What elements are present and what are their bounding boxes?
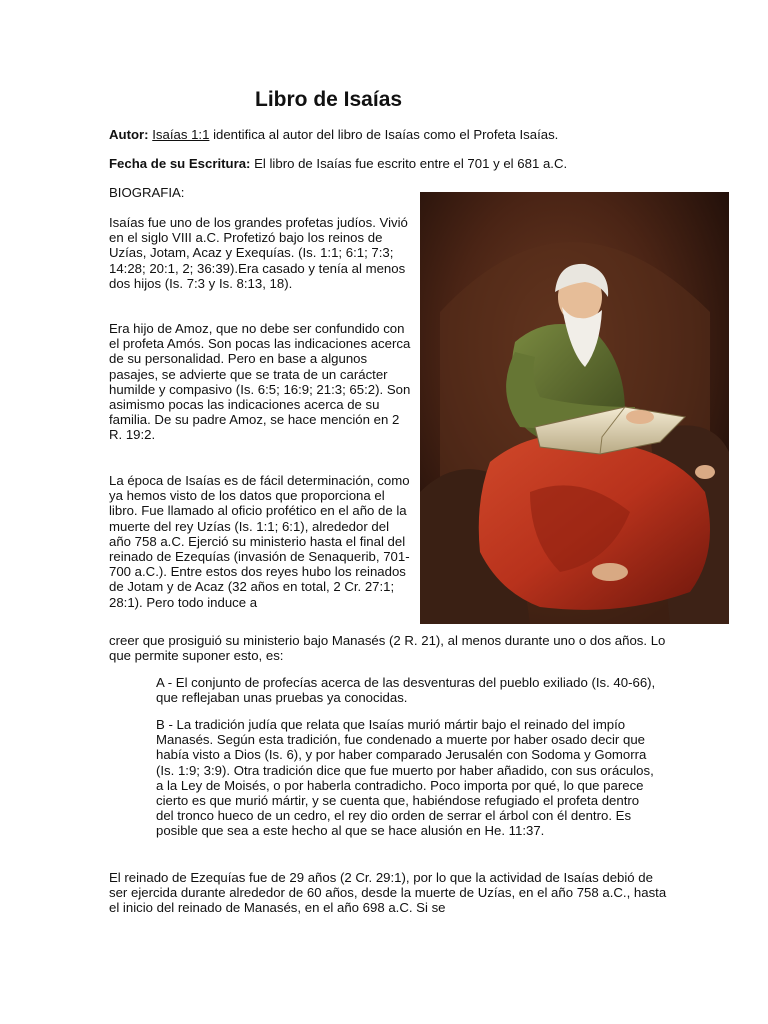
paragraph-3-narrow: La época de Isaías es de fácil determinación, como ya hemos visto de los datos que proporciona el libro. Fue llamado al oficio profético en el año de la muerte del rey Uzías (Is. 1:1; 6:1), alrededor del año 758 a.C. Ejerció su ministerio hasta el final del reinado de Ezequías (invasión de Senaquerib, 701-700 a.C.). Entre estos dos reyes hubo los reinados de Jotam y de Acaz (32 años en total, 2 Cr. 27:1; 28:1). Pero todo induce a <box>109 473 410 610</box>
painting-hand <box>626 410 654 424</box>
section-heading: BIOGRAFIA: <box>109 185 185 200</box>
autor-label: Autor: <box>109 127 149 142</box>
paragraph-1: Isaías fue uno de los grandes profetas judíos. Vivió en el siglo VIII a.C. Profetizó bajo los reinos de Uzías, Jotam, Acaz y Exequías. (Is. 1:1; 6:1; 7:3; 14:28; 20:1, 2; 36:39).Era casado y tenía al menos dos hijos (Is. 7:3 y Is. 8:13, 18). <box>109 215 408 291</box>
paragraph-4: El reinado de Ezequías fue de 29 años (2 Cr. 29:1), por lo que la actividad de Isaías debió de ser ejercida durante alrededor de 60 años, desde la muerte de Uzías, en el año 758 a.C., hasta el inicio del reinado de Manasés, en el año 698 a.C. Si se <box>109 870 667 916</box>
painting-foot <box>592 563 628 581</box>
paragraph-2: Era hijo de Amoz, que no debe ser confundido con el profeta Amós. Son pocas las indicaciones acerca de su personalidad. Pero en base a algunos pasajes, se advierte que se trata de un carácter humilde y compasivo (Is. 6:5; 16:9; 21:3; 65:2). Son asimismo pocas las indicaciones acerca de su familia. De su padre Amoz, se hace mención en 2 R. 19:2. <box>109 321 411 443</box>
point-b: B - La tradición judía que relata que Isaías murió mártir bajo el reinado del impío Manasés. Según esta tradición, fue condenado a muerte por haber osado decir que había visto a Dios (Is. 6), y por haber comparado Jerusalén con Sodoma y Gomorra (Is. 1:9; 3:9). Otra tradición dice que fue muerto por haber añadido, con sus oráculos, a la Ley de Moisés, o por haberla contradicho. Poco importa por qué, lo que parece cierto es que murió mártir, y se cuenta que, habiéndose refugiado el profeta dentro del tronco hueco de un cedro, el rey dio orden de serrar el árbol con él dentro. Es posible que sea a este hecho al que se hace alusión en He. 11:37. <box>156 717 654 839</box>
fecha-line <box>109 156 709 171</box>
painting-right-hand <box>695 465 715 479</box>
fecha-text: El libro de Isaías fue escrito entre el 701 y el 681 a.C. <box>250 156 568 171</box>
autor-text: identifica al autor del libro de Isaías como el Profeta Isaías. <box>209 127 559 142</box>
point-a: A - El conjunto de profecías acerca de las desventuras del pueblo exiliado (Is. 40-66), que reflejaban unas pruebas ya conocidas. <box>156 675 656 706</box>
fecha-label: Fecha de su Escritura: <box>109 156 251 171</box>
autor-line <box>109 127 709 142</box>
page-title: Libro de Isaías <box>255 88 403 111</box>
autor-reference: Isaías 1:1 <box>152 127 210 142</box>
prophet-isaiah-painting <box>420 192 729 624</box>
paragraph-3-wide: creer que prosiguió su ministerio bajo Manasés (2 R. 21), al menos durante uno o dos años. Lo que permite suponer esto, es: <box>109 633 666 664</box>
painting-svg <box>420 192 729 624</box>
